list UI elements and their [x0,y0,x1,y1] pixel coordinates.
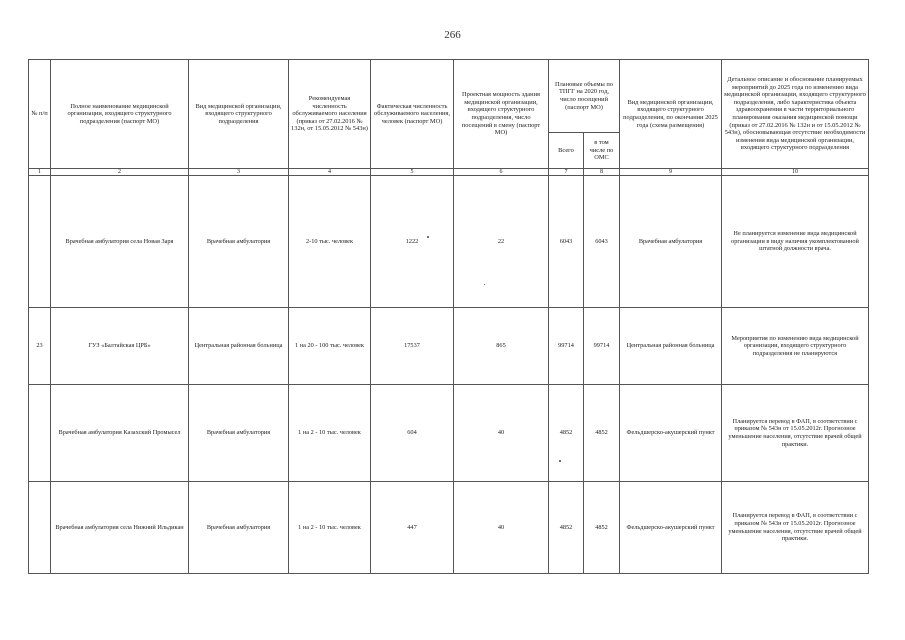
detailed-description: Мероприятия по изменению вида медицинской организации, входящего структурного подразделения не планируются [722,308,869,385]
column-number: 1 [29,169,51,176]
scan-speck [484,284,485,285]
column-number: 6 [454,169,549,176]
organization-name: ГУЗ «Балтайская ЦРБ» [51,308,189,385]
detailed-description: Планируется перевод в ФАП, в соответствии с приказом № 543н от 15.05.2012г. Прогнозное уменьшение населения, отсутствие врачей общей практики. [722,482,869,574]
table-row [29,385,869,482]
planned-total: 4852 [549,385,584,482]
header-total: Всего [549,133,584,169]
column-number: 10 [722,169,869,176]
design-capacity: 40 [454,385,549,482]
column-number: 9 [620,169,722,176]
row-number: 23 [29,308,51,385]
page-number: 266 [444,29,461,41]
actual-population: 17537 [371,308,454,385]
row-number [29,385,51,482]
column-number-row [29,169,869,176]
organization-name: Врачебная амбулатория села Новая Заря [51,176,189,308]
header-oms: в том числе по ОМС [584,133,620,169]
type-2025: Врачебная амбулатория [620,176,722,308]
header-row-number: № п/п [29,60,51,169]
scan-speck [427,236,429,238]
detailed-description: Не планируется изменение вида медицинской организации в виду наличия укомплектованной штатной должности врача. [722,176,869,308]
table-row [29,308,869,385]
planned-oms: 4852 [584,385,620,482]
column-number: 3 [189,169,289,176]
row-number [29,482,51,574]
type-2025: Фельдшерско-акушерский пункт [620,385,722,482]
recommended-population: 1 на 20 - 100 тыс. человек [289,308,371,385]
recommended-population: 2-10 тыс. человек [289,176,371,308]
table-row [29,482,869,574]
row-number [29,176,51,308]
type-2025: Центральная районная больница [620,308,722,385]
column-number: 8 [584,169,620,176]
header-type-2025: Вид медицинской организации, входящего структурного подразделения, по окончании 2025 года (схема размещения) [620,60,722,169]
table-row [29,176,869,308]
header-planned-volumes: Плановые объемы по ТПГГ на 2020 год, число посещений (паспорт МО) [549,60,620,133]
design-capacity: 40 [454,482,549,574]
actual-population: 447 [371,482,454,574]
column-number: 2 [51,169,189,176]
planned-oms: 99714 [584,308,620,385]
recommended-population: 1 на 2 - 10 тыс. человек [289,482,371,574]
header-organization-type: Вид медицинской организации, входящего структурного подразделения [189,60,289,169]
planned-total: 4852 [549,482,584,574]
scan-speck [559,460,561,462]
header-design-capacity: Проектная мощность здания медицинской организации, входящего структурного подразделения, число посещений в смену (паспорт МО) [454,60,549,169]
column-number: 4 [289,169,371,176]
type-2025: Фельдшерско-акушерский пункт [620,482,722,574]
header-actual-population: Фактическая численность обслуживаемого населения, человек (паспорт МО) [371,60,454,169]
actual-population: 1222 [371,176,454,308]
organization-type: Врачебная амбулатория [189,385,289,482]
organization-type: Врачебная амбулатория [189,482,289,574]
recommended-population: 1 на 2 - 10 тыс. человек [289,385,371,482]
design-capacity: 22 [454,176,549,308]
planned-total: 99714 [549,308,584,385]
header-detailed-description: Детальное описание и обоснование планируемых мероприятий до 2025 года по изменению вида медицинской организации, входящего структурного подразделения, либо характеристика объекта здравоохранения в части территориального планирования оказания медицинской помощи (приказ от 27.02.2016 № 132н и от 15.05.2012 № 543н), обосновывающая отсутствие необходимости изменения вида медицинской организации, входящего структурного подразделения [722,60,869,169]
organization-type: Врачебная амбулатория [189,176,289,308]
medical-organizations-table [28,59,869,574]
column-number: 7 [549,169,584,176]
planned-oms: 6043 [584,176,620,308]
design-capacity: 865 [454,308,549,385]
column-number: 5 [371,169,454,176]
header-recommended-population: Рекомендуемая численность обслуживаемого населения (приказ от 27.02.2016 № 132н, от 15.05.2012 № 543н) [289,60,371,169]
detailed-description: Планируется перевод в ФАП, в соответствии с приказом № 543н от 15.05.2012г. Прогнозное уменьшение населения, отсутствие врачей общей практики. [722,385,869,482]
organization-name: Врачебная амбулатория Казахский Промысел [51,385,189,482]
planned-total: 6043 [549,176,584,308]
organization-type: Центральная районная больница [189,308,289,385]
actual-population: 604 [371,385,454,482]
header-organization-name: Полное наименование медицинской организации, входящего структурного подразделения (паспорт МО) [51,60,189,169]
organization-name: Врачебная амбулатория села Нижний Ильдикан [51,482,189,574]
planned-oms: 4852 [584,482,620,574]
